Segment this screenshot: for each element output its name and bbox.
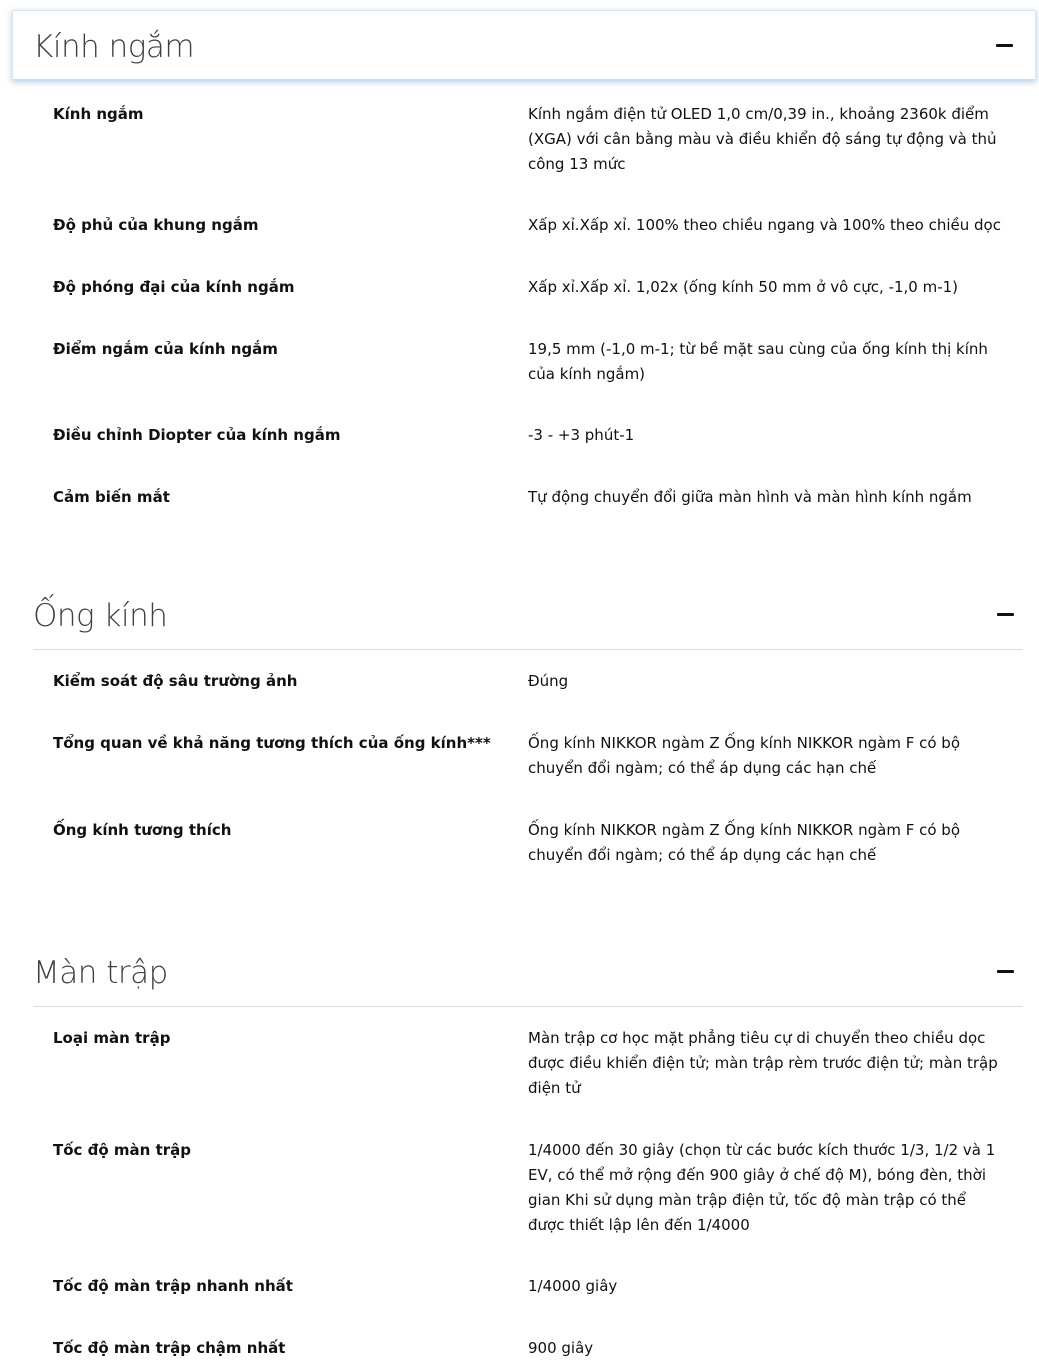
- spec-value: 19,5 mm (-1,0 m-1; từ bề mặt sau cùng của ống kính thị kính của kính ngắm): [528, 340, 988, 383]
- spec-value: Màn trập cơ học mặt phẳng tiêu cự di chuyển theo chiều dọc được điều khiển điện tử; màn trập rèm trước điện tử; màn trập điện tử: [528, 1029, 998, 1097]
- spec-value: 1/4000 giây: [528, 1277, 618, 1295]
- section-header-shutter[interactable]: [33, 937, 1023, 1007]
- spec-label: Kính ngắm: [53, 105, 144, 123]
- spec-value: -3 - +3 phút-1: [528, 426, 635, 444]
- minus-icon: [997, 613, 1014, 616]
- collapse-button[interactable]: [993, 602, 1019, 628]
- minus-icon: [996, 44, 1013, 47]
- spec-label: Loại màn trập: [53, 1029, 171, 1047]
- spec-value: 900 giây: [528, 1339, 594, 1357]
- spec-label: Tốc độ màn trập nhanh nhất: [53, 1277, 293, 1295]
- spec-value: Xấp xỉ.Xấp xỉ. 1,02x (ống kính 50 mm ở vô cực, -1,0 m-1): [528, 278, 959, 296]
- spec-value: Đúng: [528, 672, 569, 690]
- spec-value: Tự động chuyển đổi giữa màn hình và màn hình kính ngắm: [528, 488, 972, 506]
- spec-label: Tốc độ màn trập: [53, 1141, 191, 1159]
- spec-value: 1/4000 đến 30 giây (chọn từ các bước kích thước 1/3, 1/2 và 1 EV, có thể mở rộng đến 900 giây ở chế độ M), bóng đèn, thời gian Khi sử dụng màn trập điện tử, tốc độ màn trập có thể được thiết lập lên đến 1/4000: [528, 1141, 996, 1234]
- section-header-lens[interactable]: [33, 580, 1023, 650]
- spec-label: Độ phóng đại của kính ngắm: [53, 278, 295, 296]
- spec-label: Tổng quan về khả năng tương thích của ống kính***: [53, 734, 491, 752]
- spec-label: Điểm ngắm của kính ngắm: [53, 340, 278, 358]
- minus-icon: [997, 970, 1014, 973]
- section-title: Kính ngắm: [33, 29, 195, 65]
- spec-value: Kính ngắm điện tử OLED 1,0 cm/0,39 in., khoảng 2360k điểm (XGA) với cân bằng màu và điều khiển độ sáng tự động và thủ công 13 mức: [528, 105, 997, 173]
- section-header-viewfinder[interactable]: [12, 10, 1036, 80]
- spec-value: Ống kính NIKKOR ngàm Z Ống kính NIKKOR ngàm F có bộ chuyển đổi ngàm; có thể áp dụng các hạn chế: [528, 821, 960, 864]
- section-title: Ống kính: [33, 598, 168, 634]
- spec-value: Xấp xỉ.Xấp xỉ. 100% theo chiều ngang và 100% theo chiều dọc: [528, 216, 1001, 234]
- collapse-button[interactable]: [992, 33, 1018, 59]
- spec-label: Điều chỉnh Diopter của kính ngắm: [53, 426, 341, 444]
- spec-label: Độ phủ của khung ngắm: [53, 216, 259, 234]
- spec-label: Ống kính tương thích: [53, 821, 232, 839]
- spec-value: Ống kính NIKKOR ngàm Z Ống kính NIKKOR ngàm F có bộ chuyển đổi ngàm; có thể áp dụng các hạn chế: [528, 734, 960, 777]
- spec-label: Kiểm soát độ sâu trường ảnh: [53, 672, 298, 690]
- spec-label: Cảm biến mắt: [53, 488, 170, 506]
- section-title: Màn trập: [33, 955, 168, 991]
- spec-label: Tốc độ màn trập chậm nhất: [53, 1339, 286, 1357]
- collapse-button[interactable]: [993, 959, 1019, 985]
